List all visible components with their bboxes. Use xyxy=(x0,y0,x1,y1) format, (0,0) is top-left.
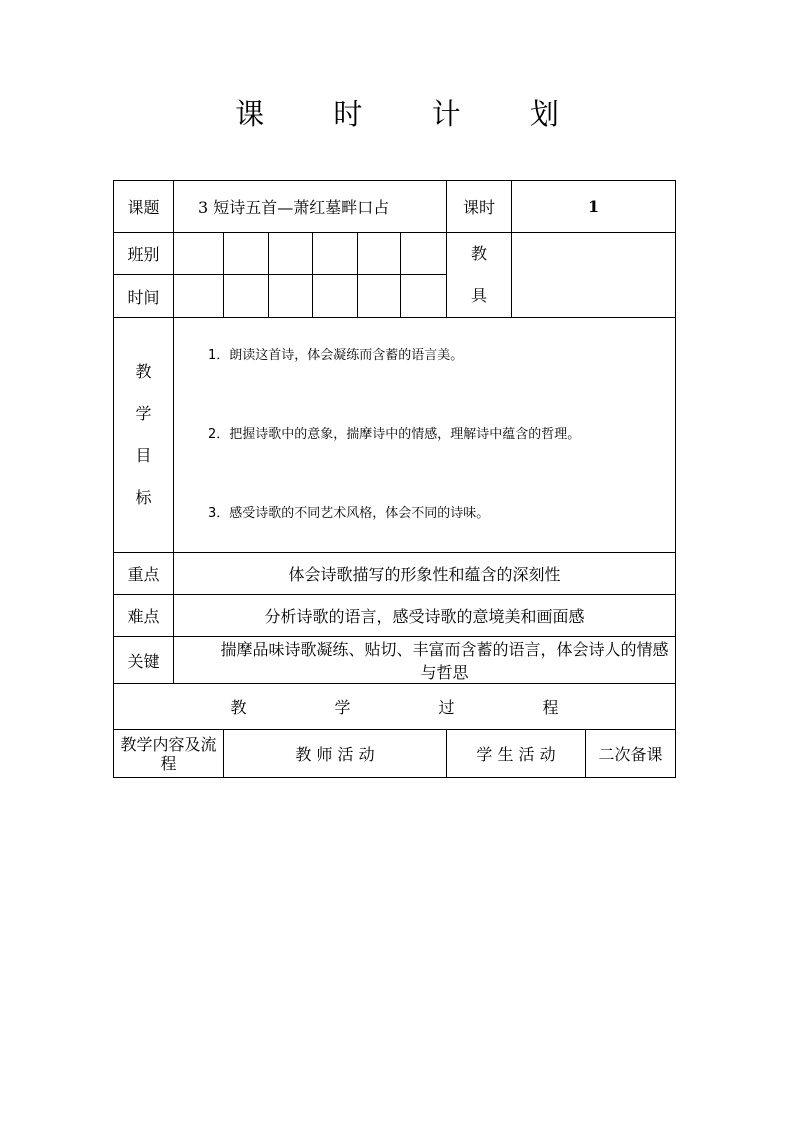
goals-label-char: 标 xyxy=(135,488,152,507)
period-label: 课时 xyxy=(447,181,512,233)
class-cell xyxy=(313,233,358,275)
difficulty-value: 分析诗歌的语言，感受诗歌的意境美和画面感 xyxy=(174,595,676,637)
class-cell xyxy=(401,233,447,275)
crux-row xyxy=(114,637,676,684)
topic-row xyxy=(114,181,676,233)
key-row xyxy=(114,553,676,595)
column-header-row xyxy=(114,730,676,778)
crux-label: 关键 xyxy=(114,637,174,684)
goals-label xyxy=(114,318,174,553)
process-char: 学 xyxy=(334,698,351,717)
goals-row xyxy=(114,318,676,553)
process-char: 程 xyxy=(542,698,559,717)
class-cell xyxy=(224,233,269,275)
class-cell xyxy=(269,233,313,275)
topic-label: 课题 xyxy=(114,181,174,233)
process-char: 过 xyxy=(438,698,455,717)
goal-item: 1．朗读这首诗，体会凝练而含蓄的语言美。 xyxy=(208,348,464,363)
time-cell xyxy=(313,275,358,318)
process-heading xyxy=(114,684,676,730)
time-cell xyxy=(358,275,401,318)
time-cell xyxy=(174,275,224,318)
goals-label-char: 学 xyxy=(135,404,152,423)
time-cell xyxy=(224,275,269,318)
tools-value xyxy=(512,233,676,318)
col-content-header: 教学内容及流程 xyxy=(114,730,224,778)
goals-label-char: 教 xyxy=(135,362,152,381)
time-cell xyxy=(269,275,313,318)
tools-label-1: 教 xyxy=(470,244,487,263)
key-value: 体会诗歌描写的形象性和蕴含的深刻性 xyxy=(174,553,676,595)
goal-item: 3．感受诗歌的不同艺术风格，体会不同的诗味。 xyxy=(208,506,490,521)
time-label: 时间 xyxy=(114,275,174,318)
class-cell xyxy=(174,233,224,275)
col-second-header: 二次备课 xyxy=(586,730,676,778)
crux-value: 揣摩品味诗歌凝练、贴切、丰富而含蓄的语言，体会诗人的情感与哲思 xyxy=(174,637,676,684)
time-cell xyxy=(401,275,447,318)
goals-content xyxy=(174,318,676,553)
difficulty-row xyxy=(114,595,676,637)
goal-item: 2．把握诗歌中的意象，揣摩诗中的情感，理解诗中蕴含的哲理。 xyxy=(208,427,581,442)
lesson-plan-table xyxy=(113,180,676,778)
class-row xyxy=(114,233,676,275)
goals-label-char: 目 xyxy=(135,446,152,465)
col-student-header: 学 生 活 动 xyxy=(447,730,586,778)
tools-label-2: 具 xyxy=(470,286,487,305)
period-value: 1 xyxy=(512,181,676,233)
process-row xyxy=(114,684,676,730)
page-title: 课 时 计 划 xyxy=(235,97,589,131)
tools-label xyxy=(447,233,512,318)
process-char: 教 xyxy=(230,698,247,717)
class-cell xyxy=(358,233,401,275)
key-label: 重点 xyxy=(114,553,174,595)
difficulty-label: 难点 xyxy=(114,595,174,637)
col-teacher-header: 教 师 活 动 xyxy=(224,730,447,778)
class-label: 班别 xyxy=(114,233,174,275)
topic-value: 3 短诗五首—萧红墓畔口占 xyxy=(174,181,447,233)
